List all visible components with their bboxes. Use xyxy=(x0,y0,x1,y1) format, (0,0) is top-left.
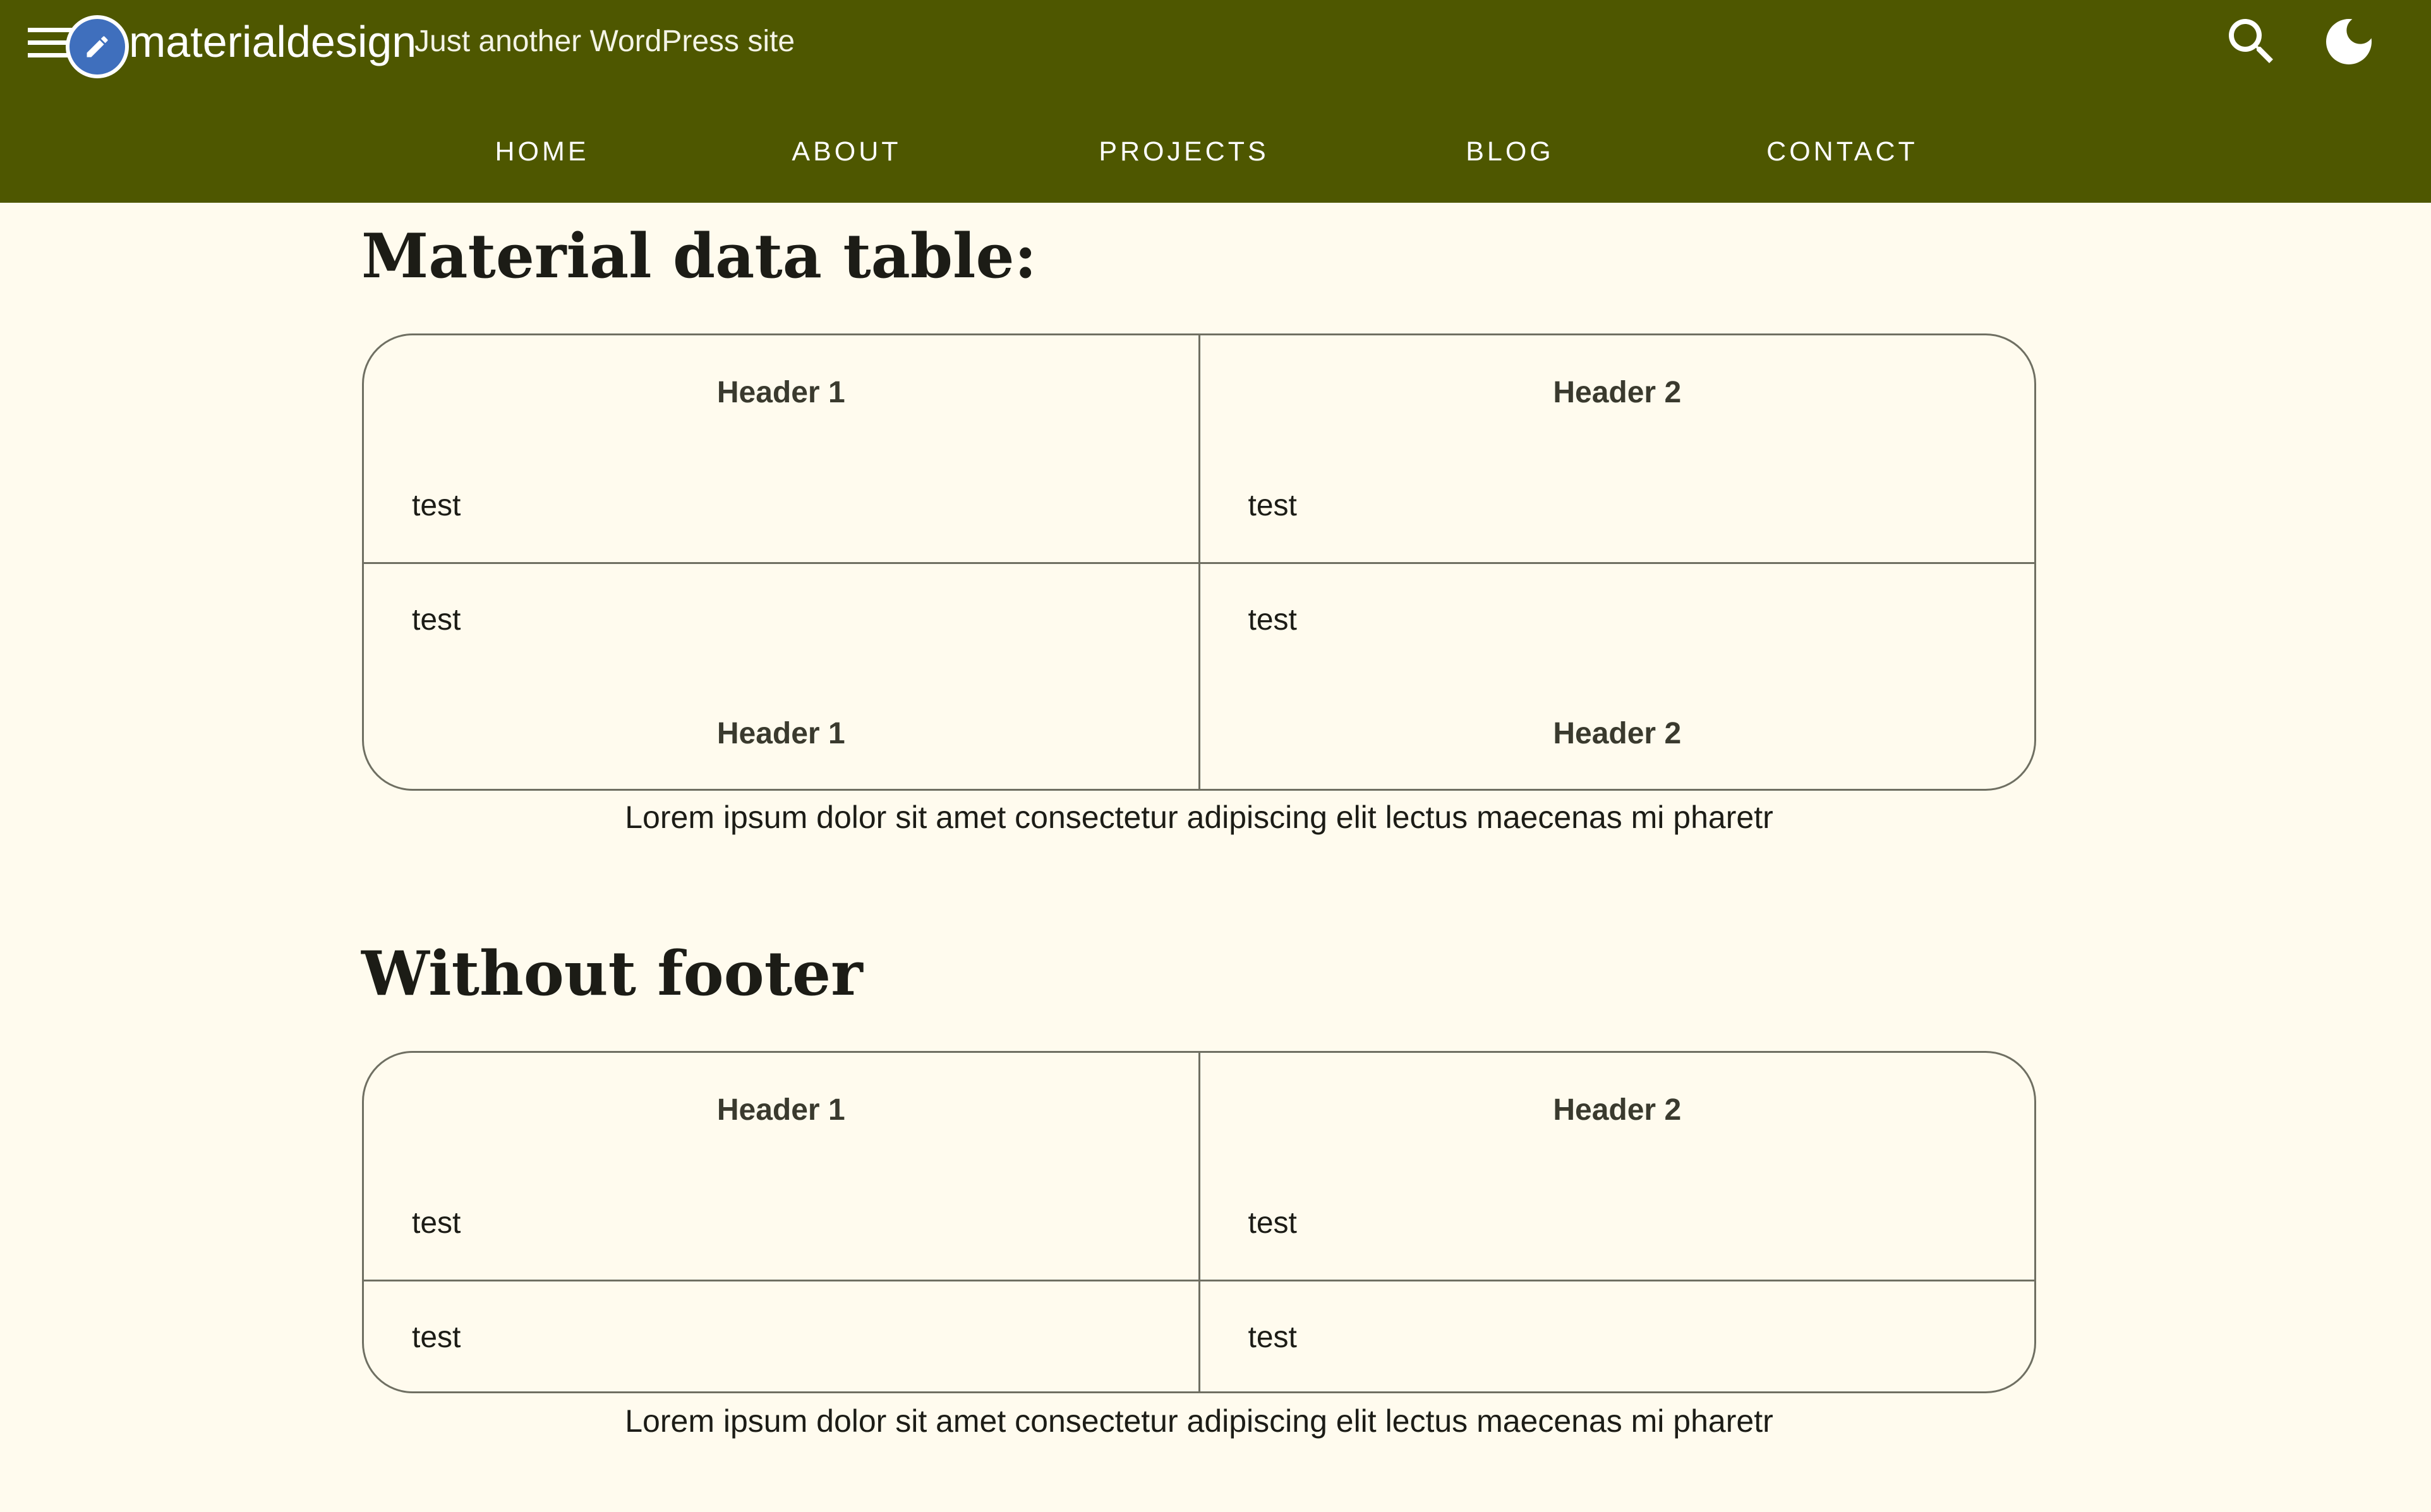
site-title[interactable]: materialdesign xyxy=(129,17,417,66)
nav-item-blog[interactable]: BLOG xyxy=(1466,136,1554,167)
data-table xyxy=(364,1053,2034,1393)
nav-item-about[interactable]: ABOUT xyxy=(792,136,902,167)
table-footer-cell: Header 1 xyxy=(364,676,1199,790)
data-table-with-footer xyxy=(362,333,2036,791)
table-cell: test xyxy=(364,1280,1199,1393)
nav-item-contact[interactable]: CONTACT xyxy=(1766,136,1918,167)
data-table-without-footer xyxy=(362,1051,2036,1393)
table-cell: test xyxy=(1199,1167,2034,1280)
dark-mode-toggle[interactable] xyxy=(2319,11,2379,72)
section-title-data-table: Material data table: xyxy=(361,220,1037,292)
site-logo-avatar[interactable] xyxy=(66,15,129,78)
table-caption: Lorem ipsum dolor sit amet consectetur adipiscing elit lectus maecenas mi pharetr xyxy=(625,1403,1773,1439)
nav-item-projects[interactable]: PROJECTS xyxy=(1099,136,1269,167)
table-cell: test xyxy=(364,449,1199,563)
table-footer-row xyxy=(364,676,2034,790)
search-button[interactable] xyxy=(2221,11,2282,72)
table-header-cell: Header 1 xyxy=(364,335,1199,449)
table-row xyxy=(364,1280,2034,1393)
table-cell: test xyxy=(364,1167,1199,1280)
table-caption: Lorem ipsum dolor sit amet consectetur adipiscing elit lectus maecenas mi pharetr xyxy=(625,800,1773,835)
data-table xyxy=(364,335,2034,790)
table-row xyxy=(364,563,2034,676)
table-footer-cell: Header 2 xyxy=(1553,716,1682,750)
table-header-row xyxy=(364,1053,2034,1167)
table-row xyxy=(364,1167,2034,1280)
table-cell: test xyxy=(1248,1321,1297,1355)
table-cell: test xyxy=(364,563,1199,676)
table-header-cell: Header 2 xyxy=(1553,375,1682,409)
table-cell: test xyxy=(1199,449,2034,563)
table-header-cell: Header 2 xyxy=(1553,1093,1682,1127)
site-tagline: Just another WordPress site xyxy=(414,25,795,58)
search-icon xyxy=(2221,11,2282,72)
table-cell: test xyxy=(1248,603,1297,637)
table-row xyxy=(364,449,2034,563)
nav-item-home[interactable]: HOME xyxy=(495,136,589,167)
table-header-cell: Header 1 xyxy=(364,1053,1199,1167)
top-app-bar xyxy=(0,0,2431,203)
table-header-row xyxy=(364,335,2034,449)
pencil-icon xyxy=(83,33,111,61)
main-navigation xyxy=(0,120,2431,183)
section-title-without-footer: Without footer xyxy=(361,938,863,1009)
moon-icon xyxy=(2319,11,2379,72)
